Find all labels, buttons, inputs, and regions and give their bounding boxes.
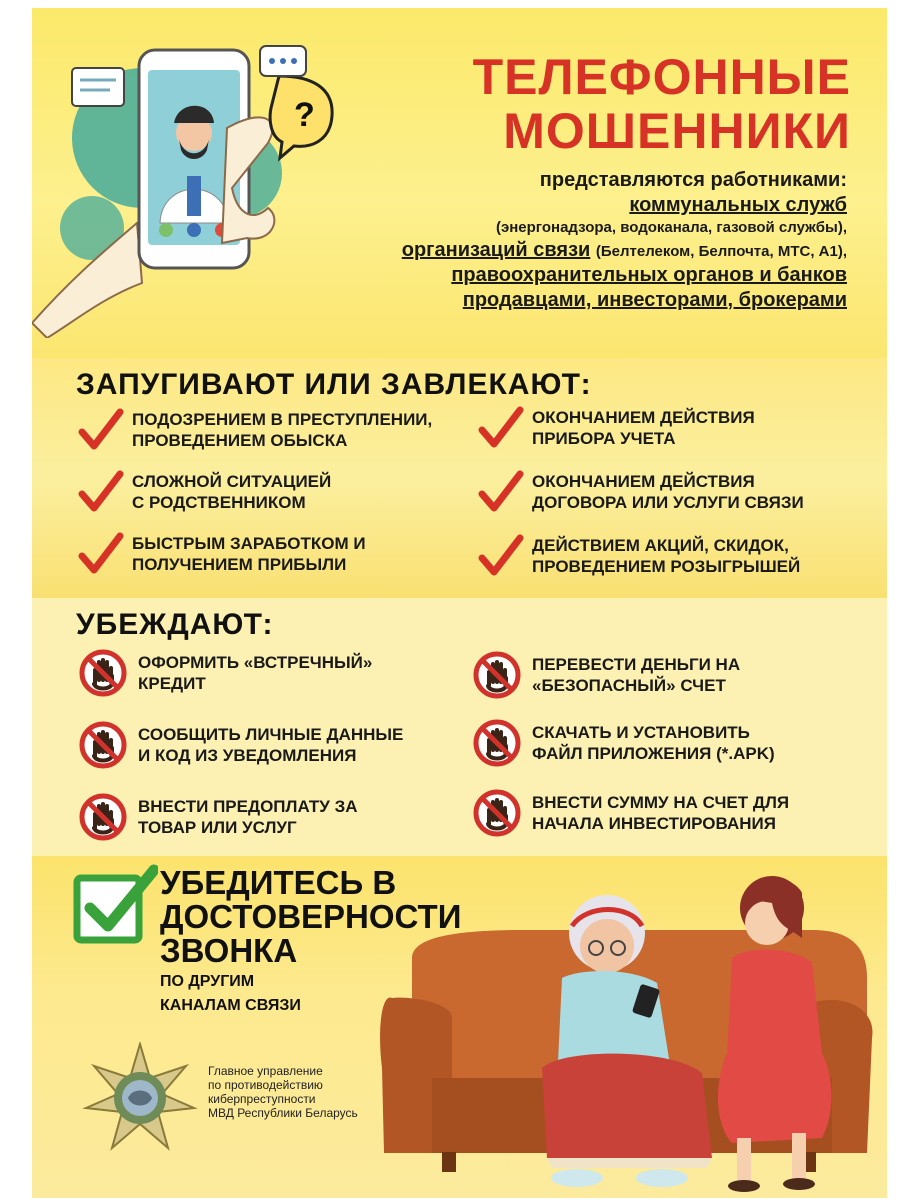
stop-hand-icon [78, 792, 128, 842]
role-telecom: организаций связи [401, 239, 591, 261]
verify-line-2: ДОСТОВЕРНОСТИ [160, 898, 462, 935]
stop-hand-icon [472, 650, 522, 700]
convince-item [472, 718, 775, 768]
scare-item [78, 408, 432, 452]
scare-item-text: ДОГОВОРА ИЛИ УСЛУГИ СВЯЗИ [532, 493, 804, 512]
red-check-icon [78, 470, 124, 514]
role-law: правоохранительных органов и банков [451, 264, 847, 286]
convince-item-text: СООБЩИТЬ ЛИЧНЫЕ ДАННЫЕ [138, 725, 404, 744]
scare-item-text: ПРОВЕДЕНИЕМ РОЗЫГРЫШЕЙ [532, 557, 801, 576]
org-line: Главное управление [208, 1064, 323, 1078]
red-check-icon [478, 470, 524, 514]
convince-item [78, 648, 372, 698]
scare-item-text: ОКОНЧАНИЕМ ДЕЙСТВИЯ [532, 408, 755, 427]
convince-item-text: И КОД ИЗ УВЕДОМЛЕНИЯ [138, 746, 357, 765]
stop-hand-icon [78, 648, 128, 698]
convince-item [472, 650, 740, 700]
verify-line-3: ЗВОНКА [160, 932, 298, 969]
org-line: по противодействию [208, 1078, 323, 1092]
role-utilities-note: (энергонадзора, водоканала, газовой службы), [495, 219, 847, 236]
scare-item-text: ПОДОЗРЕНИЕМ В ПРЕСТУПЛЕНИИ, [132, 410, 433, 429]
org-line: МВД Республики Беларусь [208, 1106, 358, 1120]
convince-item-text: ФАЙЛ ПРИЛОЖЕНИЯ (*.APK) [532, 744, 775, 763]
convince-item [472, 788, 789, 838]
title-line-2: МОШЕННИКИ [503, 103, 851, 159]
scare-item-text: ПРИБОРА УЧЕТА [532, 429, 676, 448]
convince-item [78, 720, 403, 770]
scare-item-text: ПРОВЕДЕНИЕМ ОБЫСКА [132, 431, 348, 450]
convince-item-text: ПЕРЕВЕСТИ ДЕНЬГИ НА [532, 655, 741, 674]
convince-item [78, 792, 358, 842]
red-check-icon [78, 408, 124, 452]
convince-heading: УБЕЖДАЮТ: [76, 608, 274, 641]
title-line-1: ТЕЛЕФОННЫЕ [472, 49, 851, 105]
red-check-icon [478, 534, 524, 578]
verify-line-1: УБЕДИТЕСЬ В [160, 864, 397, 901]
poster [32, 8, 887, 1198]
verify-sub-1: ПО ДРУГИМ [160, 973, 255, 990]
scare-item [478, 470, 804, 514]
convince-item-text: НАЧАЛА ИНВЕСТИРОВАНИЯ [532, 814, 776, 833]
scare-item-text: ПОЛУЧЕНИЕМ ПРИБЫЛИ [132, 555, 347, 574]
scare-item [478, 406, 755, 450]
scare-item-text: БЫСТРЫМ ЗАРАБОТКОМ И [132, 534, 366, 553]
stop-hand-icon [472, 788, 522, 838]
scare-item-text: ДЕЙСТВИЕМ АКЦИЙ, СКИДОК, [532, 536, 789, 555]
org-line: киберпреступности [208, 1092, 316, 1106]
convince-item-text: ТОВАР ИЛИ УСЛУГ [138, 818, 297, 837]
role-utilities: коммунальных служб [629, 194, 847, 216]
convince-item-text: ВНЕСТИ ПРЕДОПЛАТУ ЗА [138, 797, 358, 816]
stop-hand-icon [472, 718, 522, 768]
scare-item [478, 534, 800, 578]
scare-item-text: ОКОНЧАНИЕМ ДЕЙСТВИЯ [532, 472, 755, 491]
grandmother-and-granddaughter-illustration [372, 868, 882, 1198]
green-check-icon [72, 864, 158, 946]
stop-hand-icon [78, 720, 128, 770]
role-sellers: продавцами, инвесторами, брокерами [462, 289, 847, 311]
organization-caption [208, 1064, 358, 1120]
mvd-emblem-icon [82, 1042, 198, 1154]
verify-sub-2: КАНАЛАМ СВЯЗИ [160, 997, 301, 1014]
convince-item-text: СКАЧАТЬ И УСТАНОВИТЬ [532, 723, 750, 742]
scare-item-text: СЛОЖНОЙ СИТУАЦИЕЙ [132, 472, 332, 491]
convince-item-text: ОФОРМИТЬ «ВСТРЕЧНЫЙ» [138, 653, 373, 672]
convince-item-text: ВНЕСТИ СУММУ НА СЧЕТ ДЛЯ [532, 793, 790, 812]
scare-heading: ЗАПУГИВАЮТ ИЛИ ЗАВЛЕКАЮТ: [76, 368, 592, 401]
poster-title [473, 50, 851, 158]
convince-item-text: «БЕЗОПАСНЫЙ» СЧЕТ [532, 676, 726, 695]
svg-text:?: ? [294, 96, 315, 134]
convince-item-text: КРЕДИТ [138, 674, 206, 693]
impersonated-roles [227, 168, 847, 313]
scare-item [78, 470, 331, 514]
scare-item [78, 532, 366, 576]
red-check-icon [478, 406, 524, 450]
red-check-icon [78, 532, 124, 576]
role-telecom-note: (Белтелеком, Белпочта, МТС, А1), [595, 243, 847, 260]
scare-item-text: С РОДСТВЕННИКОМ [132, 493, 306, 512]
roles-intro: представляются работниками: [539, 169, 847, 191]
